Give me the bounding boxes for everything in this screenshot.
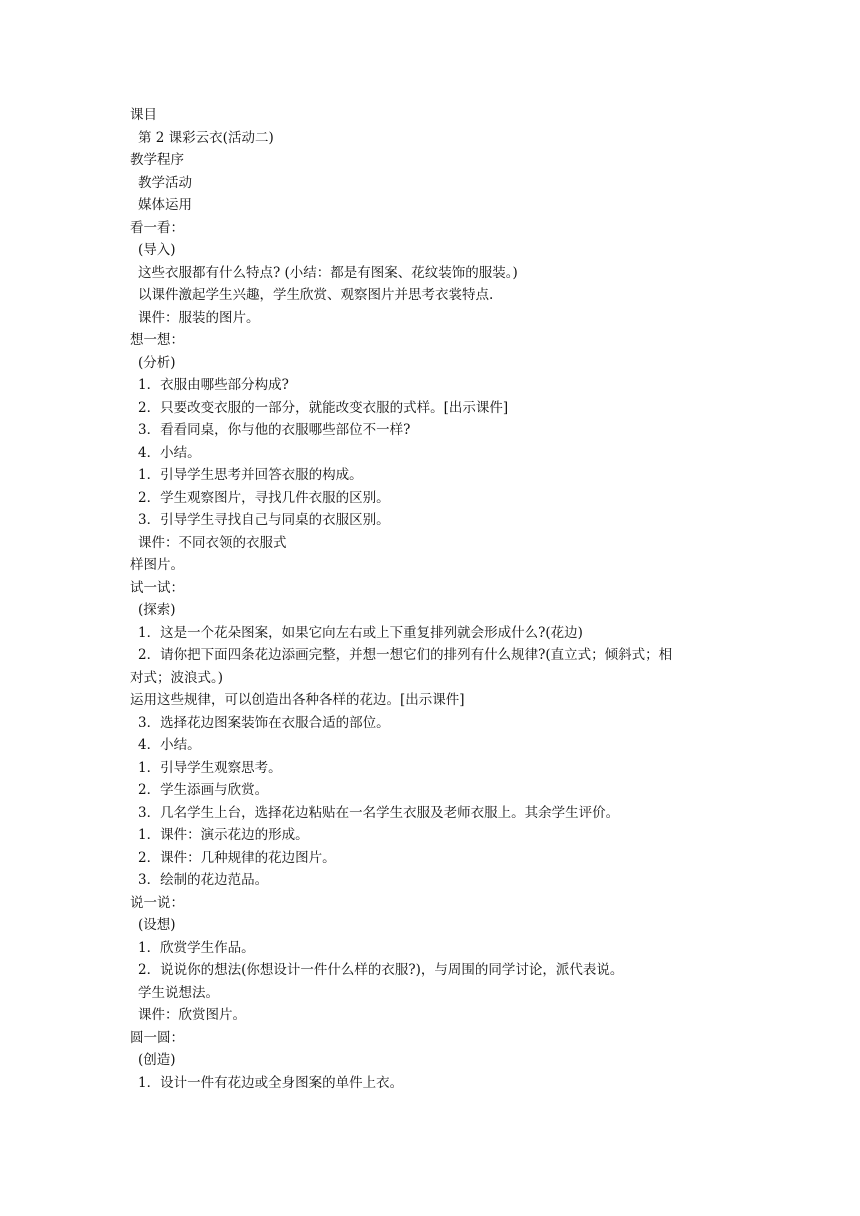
text-line: 2．学生添画与欣赏。 <box>138 782 269 798</box>
text-line: 2．请你把下面四条花边添画完整，并想一想它们的排列有什么规律?(直立式；倾斜式；相 <box>138 647 673 663</box>
text-line: 教学程序 <box>130 152 184 168</box>
text-line: (导入) <box>138 242 176 258</box>
text-line: 2．课件：几种规律的花边图片。 <box>138 849 336 866</box>
text-line: 课件：服装的图片。 <box>138 309 260 326</box>
text-line: 2．学生观察图片，寻找几件衣服的区别。 <box>138 489 390 506</box>
text-line: (分析) <box>138 354 176 371</box>
text-line: 以课件激起学生兴趣，学生欣赏、观察图片并思考衣裳特点. <box>138 287 494 303</box>
text-line: 想一想： <box>130 332 184 348</box>
text-line: 说一说： <box>130 894 184 911</box>
text-line: 圆一圆： <box>130 1029 184 1046</box>
text-line: 试一试： <box>130 579 184 596</box>
text-line: 3．引导学生寻找自己与同桌的衣服区别。 <box>138 512 390 528</box>
text-line: 这些衣服都有什么特点? (小结：都是有图案、花纹装饰的服装。) <box>138 264 518 281</box>
text-line: 3．看看同桌，你与他的衣服哪些部位不一样? <box>138 422 411 438</box>
text-line: 课件：欣赏图片。 <box>138 1007 246 1023</box>
text-line: 4．小结。 <box>138 737 201 753</box>
text-line: (探索) <box>138 602 176 618</box>
text-line: 1．衣服由哪些部分构成? <box>138 377 289 393</box>
text-line: 1．引导学生思考并回答衣服的构成。 <box>138 467 363 483</box>
text-line: 3．选择花边图案装饰在衣服合适的部位。 <box>138 714 390 731</box>
text-line: 2．说说你的想法(你想设计一件什么样的衣服?)，与周围的同学讨论，派代表说。 <box>138 962 624 978</box>
text-line: 1．欣赏学生作品。 <box>138 939 255 956</box>
text-line: 教学活动 <box>138 174 192 191</box>
text-line: 运用这些规律，可以创造出各种各样的花边。[出示课件] <box>130 692 465 708</box>
text-line: 4．小结。 <box>138 444 201 461</box>
text-line: 3．绘制的花边范品。 <box>138 872 269 888</box>
text-line: 1．课件：演示花边的形成。 <box>138 827 309 843</box>
text-line: 对式；波浪式。) <box>130 669 224 686</box>
text-line: 看一看： <box>130 219 184 236</box>
text-line: 1．设计一件有花边或全身图案的单件上衣。 <box>138 1074 404 1091</box>
text-line: 媒体运用 <box>138 197 192 213</box>
text-line: 3．几名学生上台，选择花边粘贴在一名学生衣服及老师衣服上。其余学生评价。 <box>138 804 620 821</box>
text-line: 第 2 课彩云衣(活动二) <box>138 129 274 146</box>
text-line: 2．只要改变衣服的一部分，就能改变衣服的式样。[出示课件] <box>138 399 509 416</box>
text-line: 课目 <box>130 107 157 123</box>
text-line: (创造) <box>138 1052 176 1068</box>
text-line: 样图片。 <box>130 557 184 573</box>
text-line: (设想) <box>138 917 176 933</box>
text-line: 1．这是一个花朵图案，如果它向左右或上下重复排列就会形成什么?(花边) <box>138 624 583 641</box>
text-line: 学生说想法。 <box>138 984 219 1001</box>
text-line: 课件：不同衣领的衣服式 <box>138 534 287 551</box>
document-page <box>130 104 742 1094</box>
text-line: 1．引导学生观察思考。 <box>138 759 282 776</box>
